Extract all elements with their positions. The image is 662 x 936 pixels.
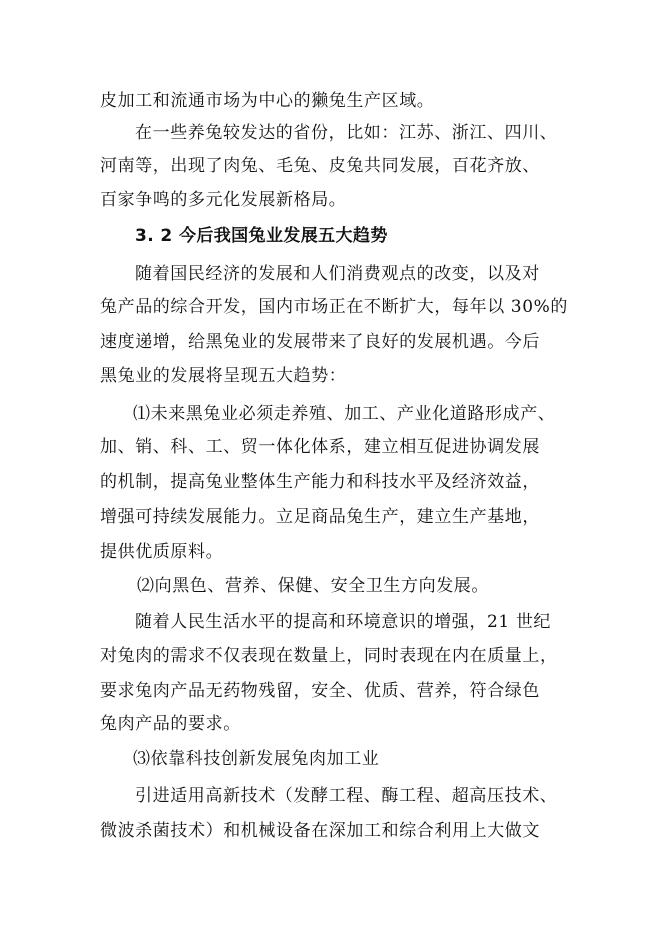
text-line-16: 随着人民生活水平的提高和环境意识的增强，21 世纪 — [135, 612, 552, 632]
text-line-22: 微波杀菌技术）和机械设备在深加工和综合利用上大做文 — [100, 821, 540, 841]
text-line-4: 百家争鸣的多元化发展新格局。 — [100, 190, 347, 210]
text-line-20: ⑶依靠科技创新发展兔肉加工业 — [133, 749, 380, 769]
text-line-12: 的机制，提高兔业整体生产能力和科技水平及经济效益， — [100, 472, 540, 492]
text-line-14: 提供优质原料。 — [100, 542, 224, 562]
text-line-15: ⑵向黑色、营养、保健、安全卫生方向发展。 — [137, 576, 489, 596]
text-line-21: 引进适用高新技术（发酵工程、酶工程、超高压技术、 — [135, 786, 558, 806]
text-line-8: 速度递增，给黑兔业的发展带来了良好的发展机遇。今后 — [100, 332, 540, 352]
text-line-9: 黑兔业的发展将呈现五大趋势： — [100, 366, 347, 386]
text-line-1: 皮加工和流通市场为中心的獭兔生产区域。 — [100, 91, 435, 111]
section-heading: 3. 2 今后我国兔业发展五大趋势 — [135, 226, 388, 246]
text-line-13: 增强可持续发展能力。立足商品兔生产，建立生产基地， — [100, 507, 540, 527]
text-line-3: 河南等，出现了肉兔、毛兔、皮兔共同发展，百花齐放、 — [100, 156, 540, 176]
text-line-18: 要求兔肉产品无药物残留，安全、优质、营养，符合绿色 — [100, 681, 540, 701]
text-line-10: ⑴未来黑兔业必须走养殖、加工、产业化道路形成产、 — [133, 404, 556, 424]
text-line-6: 随着国民经济的发展和人们消费观点的改变，以及对 — [135, 264, 540, 284]
text-line-2: 在一些养兔较发达的省份，比如：江苏、浙江、四川、 — [135, 123, 558, 143]
text-line-17: 对兔肉的需求不仅表现在数量上，同时表现在内在质量上， — [100, 646, 558, 666]
text-line-11: 加、销、科、工、贸一体化体系，建立相互促进协调发展 — [100, 437, 540, 457]
text-line-19: 兔肉产品的要求。 — [100, 714, 241, 734]
text-line-7: 兔产品的综合开发，国内市场正在不断扩大，每年以 30%的 — [100, 297, 568, 317]
